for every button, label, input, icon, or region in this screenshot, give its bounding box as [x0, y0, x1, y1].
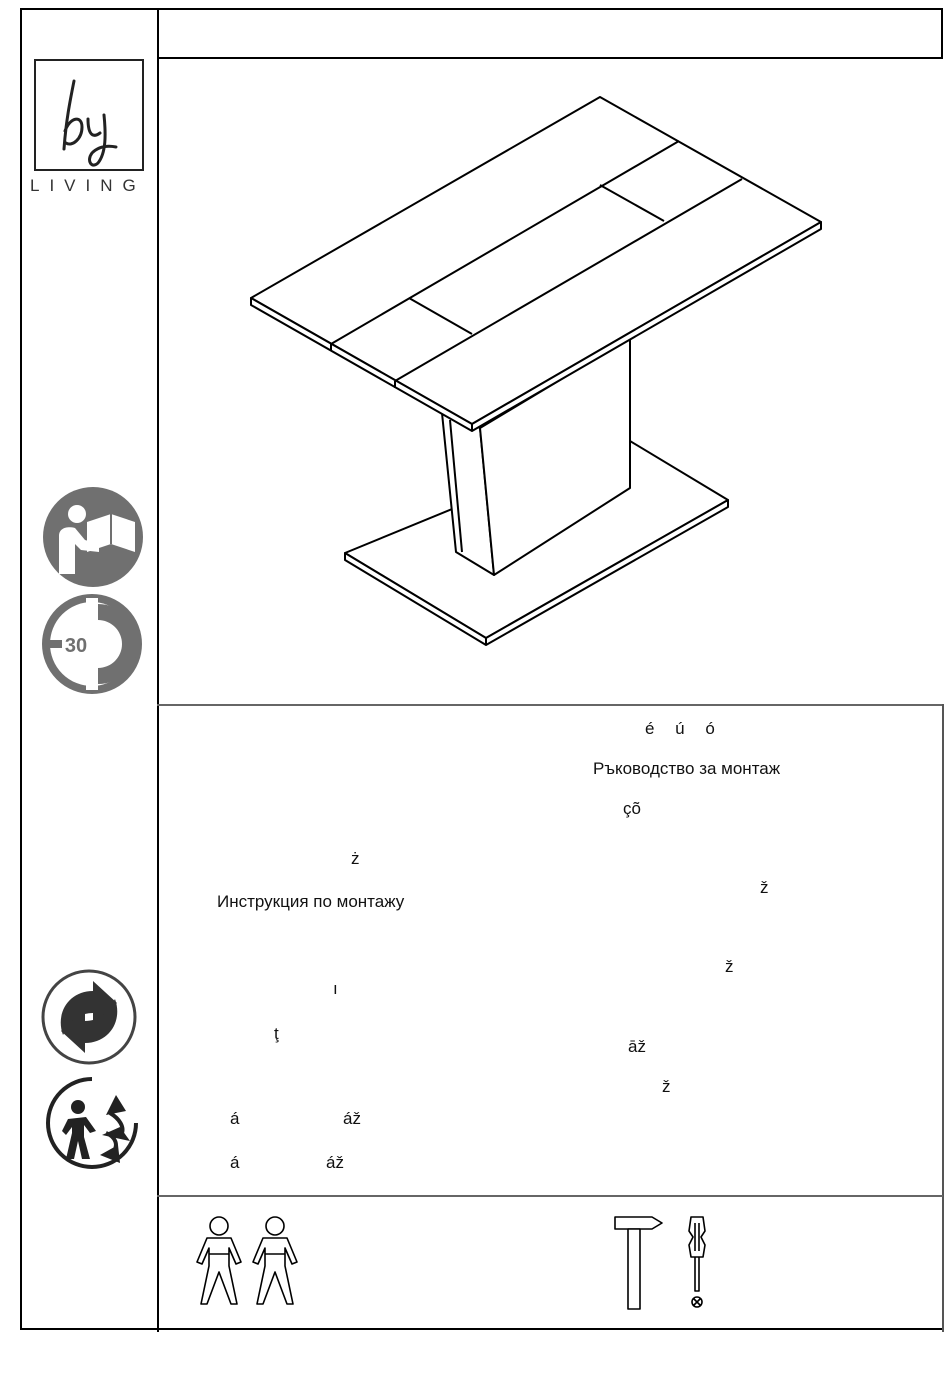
svg-text:by: by	[36, 61, 38, 62]
lang-line-15: áž	[326, 1153, 344, 1172]
lang-line-4: ż	[351, 849, 360, 868]
lang-line-bulgarian: Ръководство за монтаж	[593, 759, 781, 778]
sidebar-divider	[157, 8, 159, 1332]
tools-divider	[157, 1195, 943, 1197]
assembly-time-icon	[42, 594, 142, 694]
illustration-divider	[157, 704, 943, 706]
header-divider	[157, 57, 943, 59]
lang-line-9: ţ	[274, 1024, 279, 1043]
tidyman-recycle-icon	[44, 1075, 140, 1169]
lang-line-13: áž	[343, 1109, 361, 1128]
top-border	[157, 8, 943, 10]
table-illustration	[240, 90, 840, 650]
lang-line-7: ž	[725, 957, 734, 976]
lang-line-3: çõ	[623, 799, 641, 818]
lang-line-1: é ú ó	[645, 719, 715, 738]
text-right-border	[942, 704, 944, 1332]
logo-wordmark: LIVING	[30, 176, 146, 195]
lang-line-12: á	[230, 1109, 240, 1128]
logo-script-mark	[36, 61, 142, 169]
read-manual-icon	[41, 486, 145, 588]
lang-line-8: ı	[333, 979, 338, 998]
two-persons-icon	[193, 1214, 303, 1306]
phillips-screwdriver-icon	[683, 1213, 715, 1313]
lang-line-russian: Инструкция по монтажу	[217, 892, 405, 911]
lang-line-5: ž	[760, 878, 769, 897]
lang-line-14: á	[230, 1153, 240, 1172]
svg-text:30: 30	[64, 635, 88, 657]
header-right-border	[941, 8, 943, 59]
brand-logo	[34, 59, 144, 171]
lang-line-10: āž	[628, 1037, 646, 1056]
green-dot-icon	[41, 969, 137, 1065]
lang-line-11: ž	[662, 1077, 671, 1096]
hammer-icon	[612, 1213, 664, 1313]
